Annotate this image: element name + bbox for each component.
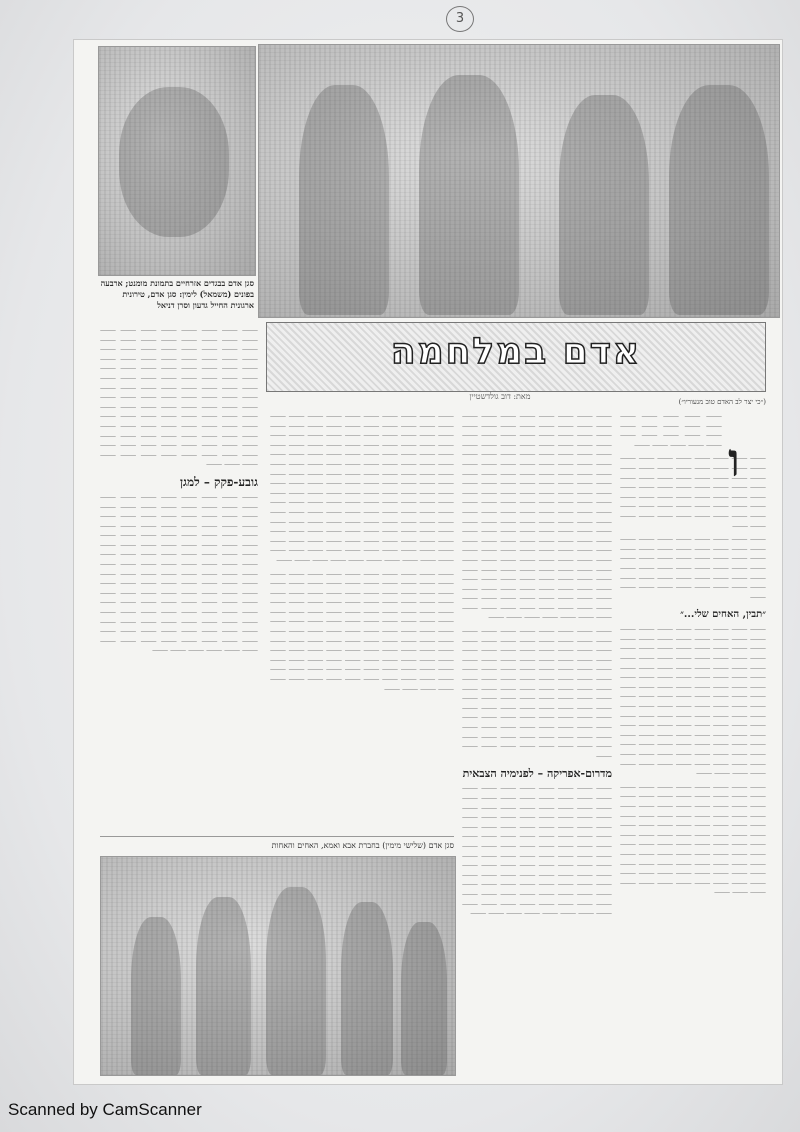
family-photo [100, 856, 456, 1076]
scanner-watermark: Scanned by CamScanner [8, 1100, 202, 1119]
portrait-caption: סגן אדם בבגדים אזרחיים בתמונת מומנט; ארבעה בפונים (משמאל) לימין: סגן אדם, טירונית ארגונית החייל גדעון וסרן דניאל [100, 278, 254, 310]
subhead-3: מדרום-אפריקה – לפנימיה הצבאית [462, 767, 612, 781]
text-column-1: ⸻ ⸻ ⸻ ⸻ ⸻ ⸻ ⸻ ⸻ ⸻ ⸻ ⸻ ⸻ ⸻ ⸻ ⸻ ⸻ ⸻ ⸻ ⸻ ⸻ ⸻ ⸻ ⸻ ⸻ ⸻ ⸻ ⸻ ⸻ ⸻ ⸻ ⸻ ⸻ ⸻ ⸻ ⸻ ⸻ ⸻ ⸻ ⸻ ⸻ ⸻ ⸻ ⸻ ⸻ ⸻ ⸻ ⸻ ⸻ ⸻ ⸻ ⸻ ⸻ ⸻ ⸻ ⸻ ⸻ ⸻ ⸻ ⸻ ⸻ ⸻ ⸻ ⸻ ⸻ ⸻ ⸻ ⸻ ⸻ ⸻ ⸻ ⸻ ⸻ ⸻ ⸻ ⸻ ⸻ ⸻ ⸻ ⸻ ⸻ ⸻ ⸻ ⸻ ⸻ ⸻ ⸻ ⸻ ⸻ ⸻ ⸻ ⸻ ⸻ ⸻ ⸻ ⸻ ⸻ ⸻ ⸻ ⸻ ⸻ ⸻ ⸻ ⸻ ⸻ ⸻ ⸻ ⸻ ⸻ ⸻ ⸻ ⸻ ⸻ ⸻ ⸻ ⸻ ⸻ ⸻ ⸻ ⸻ ⸻ ⸻ ⸻ ⸻ ⸻ ⸻ ⸻ ⸻ ״תבין, האחים שלי...״ ⸻ ⸻ ⸻ ⸻ ⸻ ⸻ ⸻ ⸻ ⸻ ⸻ ⸻ ⸻ ⸻ ⸻ ⸻ ⸻ ⸻ ⸻ ⸻ ⸻ ⸻ ⸻ ⸻ ⸻ ⸻ ⸻ ⸻ ⸻ ⸻ ⸻ ⸻ ⸻ ⸻ ⸻ ⸻ ⸻ ⸻ ⸻ ⸻ ⸻ ⸻ ⸻ ⸻ ⸻ ⸻ ⸻ ⸻ ⸻ ⸻ ⸻ ⸻ ⸻ ⸻ ⸻ ⸻ ⸻ ⸻ ⸻ ⸻ ⸻ ⸻ ⸻ ⸻ ⸻ ⸻ ⸻ ⸻ ⸻ ⸻ ⸻ ⸻ ⸻ ⸻ ⸻ ⸻ ⸻ ⸻ ⸻ ⸻ ⸻ ⸻ ⸻ ⸻ ⸻ ⸻ ⸻ ⸻ ⸻ ⸻ ⸻ ⸻ ⸻ ⸻ ⸻ ⸻ ⸻ ⸻ ⸻ ⸻ ⸻ ⸻ ⸻ ⸻ ⸻ ⸻ ⸻ ⸻ ⸻ ⸻ ⸻ ⸻ ⸻ ⸻ ⸻ ⸻ ⸻ ⸻ ⸻ ⸻ ⸻ ⸻ ⸻ ⸻ ⸻ ⸻ ⸻ ⸻ ⸻ ⸻ ⸻ ⸻ ⸻ ⸻ ⸻ ⸻ ⸻ ⸻ ⸻ ⸻ ⸻ ⸻ ⸻ ⸻ ⸻ ⸻ ⸻ ⸻ ⸻ ⸻ ⸻ ⸻ ⸻ ⸻ ⸻ ⸻ ⸻ ⸻ ⸻ ⸻ ⸻ ⸻ ⸻ ⸻ ⸻ ⸻ ⸻ ⸻ ⸻ ⸻ ⸻ ⸻ ⸻ ⸻ ⸻ ⸻ ⸻ ⸻ ⸻ ⸻ ⸻ ⸻ ⸻ ⸻ ⸻ ⸻ ⸻ ⸻ ⸻ ⸻ ⸻ ⸻ ⸻ ⸻ ⸻ ⸻ ⸻ ⸻ ⸻ ⸻ ⸻ ⸻ ⸻ ⸻ ⸻ ⸻ ⸻ ⸻ ⸻ ⸻ ⸻ ⸻ ⸻ ⸻ ⸻ ⸻ [620, 412, 766, 897]
text-column-4: ⸻ ⸻ ⸻ ⸻ ⸻ ⸻ ⸻ ⸻ ⸻ ⸻ ⸻ ⸻ ⸻ ⸻ ⸻ ⸻ ⸻ ⸻ ⸻ ⸻ ⸻ ⸻ ⸻ ⸻ ⸻ ⸻ ⸻ ⸻ ⸻ ⸻ ⸻ ⸻ ⸻ ⸻ ⸻ ⸻ ⸻ ⸻ ⸻ ⸻ ⸻ ⸻ ⸻ ⸻ ⸻ ⸻ ⸻ ⸻ ⸻ ⸻ ⸻ ⸻ ⸻ ⸻ ⸻ ⸻ ⸻ ⸻ ⸻ ⸻ ⸻ ⸻ ⸻ ⸻ ⸻ ⸻ ⸻ ⸻ ⸻ ⸻ ⸻ ⸻ ⸻ ⸻ ⸻ ⸻ ⸻ ⸻ ⸻ ⸻ ⸻ ⸻ ⸻ ⸻ ⸻ ⸻ ⸻ ⸻ ⸻ ⸻ ⸻ ⸻ ⸻ ⸻ ⸻ ⸻ ⸻ ⸻ ⸻ ⸻ ⸻ ⸻ ⸻ ⸻ ⸻ ⸻ ⸻ ⸻ ⸻ ⸻ ⸻ ⸻ ⸻ ⸻ ⸻ גובע-פקק – למגן ⸻ ⸻ ⸻ ⸻ ⸻ ⸻ ⸻ ⸻ ⸻ ⸻ ⸻ ⸻ ⸻ ⸻ ⸻ ⸻ ⸻ ⸻ ⸻ ⸻ ⸻ ⸻ ⸻ ⸻ ⸻ ⸻ ⸻ ⸻ ⸻ ⸻ ⸻ ⸻ ⸻ ⸻ ⸻ ⸻ ⸻ ⸻ ⸻ ⸻ ⸻ ⸻ ⸻ ⸻ ⸻ ⸻ ⸻ ⸻ ⸻ ⸻ ⸻ ⸻ ⸻ ⸻ ⸻ ⸻ ⸻ ⸻ ⸻ ⸻ ⸻ ⸻ ⸻ ⸻ ⸻ ⸻ ⸻ ⸻ ⸻ ⸻ ⸻ ⸻ ⸻ ⸻ ⸻ ⸻ ⸻ ⸻ ⸻ ⸻ ⸻ ⸻ ⸻ ⸻ ⸻ ⸻ ⸻ ⸻ ⸻ ⸻ ⸻ ⸻ ⸻ ⸻ ⸻ ⸻ ⸻ ⸻ ⸻ ⸻ ⸻ ⸻ ⸻ ⸻ ⸻ ⸻ ⸻ ⸻ ⸻ ⸻ ⸻ ⸻ ⸻ ⸻ ⸻ ⸻ ⸻ ⸻ ⸻ ⸻ ⸻ ⸻ ⸻ ⸻ ⸻ ⸻ ⸻ ⸻ ⸻ ⸻ ⸻ ⸻ ⸻ ⸻ [100, 326, 258, 655]
kicker: (״כי יצר לב האדם טוב מנעוריו״) [678, 398, 766, 406]
article-title: אדם במלחמה [390, 331, 642, 372]
subhead-1: ״תבין, האחים שלי...״ [680, 609, 766, 621]
text-column-2: ⸻ ⸻ ⸻ ⸻ ⸻ ⸻ ⸻ ⸻ ⸻ ⸻ ⸻ ⸻ ⸻ ⸻ ⸻ ⸻ ⸻ ⸻ ⸻ ⸻ ⸻ ⸻ ⸻ ⸻ ⸻ ⸻ ⸻ ⸻ ⸻ ⸻ ⸻ ⸻ ⸻ ⸻ ⸻ ⸻ ⸻ ⸻ ⸻ ⸻ ⸻ ⸻ ⸻ ⸻ ⸻ ⸻ ⸻ ⸻ ⸻ ⸻ ⸻ ⸻ ⸻ ⸻ ⸻ ⸻ ⸻ ⸻ ⸻ ⸻ ⸻ ⸻ ⸻ ⸻ ⸻ ⸻ ⸻ ⸻ ⸻ ⸻ ⸻ ⸻ ⸻ ⸻ ⸻ ⸻ ⸻ ⸻ ⸻ ⸻ ⸻ ⸻ ⸻ ⸻ ⸻ ⸻ ⸻ ⸻ ⸻ ⸻ ⸻ ⸻ ⸻ ⸻ ⸻ ⸻ ⸻ ⸻ ⸻ ⸻ ⸻ ⸻ ⸻ ⸻ ⸻ ⸻ ⸻ ⸻ ⸻ ⸻ ⸻ ⸻ ⸻ ⸻ ⸻ ⸻ ⸻ ⸻ ⸻ ⸻ ⸻ ⸻ ⸻ ⸻ ⸻ ⸻ ⸻ ⸻ ⸻ ⸻ ⸻ ⸻ ⸻ ⸻ ⸻ ⸻ ⸻ ⸻ ⸻ ⸻ ⸻ ⸻ ⸻ ⸻ ⸻ ⸻ ⸻ ⸻ ⸻ ⸻ ⸻ ⸻ ⸻ ⸻ ⸻ ⸻ ⸻ ⸻ ⸻ ⸻ ⸻ ⸻ ⸻ ⸻ ⸻ ⸻ ⸻ ⸻ ⸻ ⸻ ⸻ ⸻ ⸻ ⸻ ⸻ ⸻ ⸻ ⸻ ⸻ ⸻ ⸻ ⸻ ⸻ ⸻ ⸻ ⸻ ⸻ ⸻ ⸻ ⸻ ⸻ ⸻ ⸻ ⸻ ⸻ ⸻ ⸻ ⸻ ⸻ ⸻ ⸻ ⸻ ⸻ ⸻ ⸻ ⸻ ⸻ ⸻ ⸻ ⸻ ⸻ ⸻ ⸻ ⸻ ⸻ ⸻ ⸻ ⸻ ⸻ ⸻ ⸻ ⸻ ⸻ ⸻ ⸻ ⸻ ⸻ ⸻ ⸻ ⸻ ⸻ ⸻ ⸻ ⸻ ⸻ ⸻ ⸻ ⸻ ⸻ ⸻ ⸻ ⸻ ⸻ ⸻ ⸻ ⸻ ⸻ ⸻ ⸻ ⸻ ⸻ ⸻ ⸻ ⸻ ⸻ ⸻ ⸻ ⸻ ⸻ ⸻ ⸻ ⸻ ⸻ ⸻ ⸻ ⸻ ⸻ ⸻ ⸻ ⸻ ⸻ ⸻ ⸻ ⸻ ⸻ ⸻ ⸻ ⸻ ⸻ ⸻ מדרום-אפריקה – לפנימיה הצבאית ⸻ ⸻ ⸻ ⸻ ⸻ ⸻ ⸻ ⸻ ⸻ ⸻ ⸻ ⸻ ⸻ ⸻ ⸻ ⸻ ⸻ ⸻ ⸻ ⸻ ⸻ ⸻ ⸻ ⸻ ⸻ ⸻ ⸻ ⸻ ⸻ ⸻ ⸻ ⸻ ⸻ ⸻ ⸻ ⸻ ⸻ ⸻ ⸻ ⸻ ⸻ ⸻ ⸻ ⸻ ⸻ ⸻ ⸻ ⸻ ⸻ ⸻ ⸻ ⸻ ⸻ ⸻ ⸻ ⸻ ⸻ ⸻ ⸻ ⸻ ⸻ ⸻ ⸻ ⸻ ⸻ ⸻ ⸻ ⸻ ⸻ ⸻ ⸻ ⸻ ⸻ ⸻ ⸻ ⸻ ⸻ ⸻ ⸻ ⸻ ⸻ ⸻ ⸻ ⸻ ⸻ ⸻ ⸻ ⸻ ⸻ ⸻ ⸻ ⸻ ⸻ ⸻ ⸻ ⸻ ⸻ ⸻ ⸻ ⸻ ⸻ ⸻ ⸻ ⸻ ⸻ ⸻ ⸻ ⸻ ⸻ ⸻ ⸻ ⸻ [462, 412, 612, 918]
soldiers-photo [258, 44, 780, 318]
subhead-2: גובע-פקק – למגן [179, 474, 258, 489]
drop-letter: ו [728, 433, 740, 487]
headline-banner [266, 322, 766, 392]
page-number: 3 [446, 6, 474, 32]
portrait-photo [98, 46, 256, 276]
text-column-3: ⸻ ⸻ ⸻ ⸻ ⸻ ⸻ ⸻ ⸻ ⸻ ⸻ ⸻ ⸻ ⸻ ⸻ ⸻ ⸻ ⸻ ⸻ ⸻ ⸻ ⸻ ⸻ ⸻ ⸻ ⸻ ⸻ ⸻ ⸻ ⸻ ⸻ ⸻ ⸻ ⸻ ⸻ ⸻ ⸻ ⸻ ⸻ ⸻ ⸻ ⸻ ⸻ ⸻ ⸻ ⸻ ⸻ ⸻ ⸻ ⸻ ⸻ ⸻ ⸻ ⸻ ⸻ ⸻ ⸻ ⸻ ⸻ ⸻ ⸻ ⸻ ⸻ ⸻ ⸻ ⸻ ⸻ ⸻ ⸻ ⸻ ⸻ ⸻ ⸻ ⸻ ⸻ ⸻ ⸻ ⸻ ⸻ ⸻ ⸻ ⸻ ⸻ ⸻ ⸻ ⸻ ⸻ ⸻ ⸻ ⸻ ⸻ ⸻ ⸻ ⸻ ⸻ ⸻ ⸻ ⸻ ⸻ ⸻ ⸻ ⸻ ⸻ ⸻ ⸻ ⸻ ⸻ ⸻ ⸻ ⸻ ⸻ ⸻ ⸻ ⸻ ⸻ ⸻ ⸻ ⸻ ⸻ ⸻ ⸻ ⸻ ⸻ ⸻ ⸻ ⸻ ⸻ ⸻ ⸻ ⸻ ⸻ ⸻ ⸻ ⸻ ⸻ ⸻ ⸻ ⸻ ⸻ ⸻ ⸻ ⸻ ⸻ ⸻ ⸻ ⸻ ⸻ ⸻ ⸻ ⸻ ⸻ ⸻ ⸻ ⸻ ⸻ ⸻ ⸻ ⸻ ⸻ ⸻ ⸻ ⸻ ⸻ ⸻ ⸻ ⸻ ⸻ ⸻ ⸻ ⸻ ⸻ ⸻ ⸻ ⸻ ⸻ ⸻ ⸻ ⸻ ⸻ ⸻ ⸻ ⸻ ⸻ ⸻ ⸻ ⸻ ⸻ ⸻ ⸻ ⸻ ⸻ ⸻ ⸻ ⸻ ⸻ ⸻ ⸻ ⸻ ⸻ ⸻ ⸻ ⸻ ⸻ ⸻ ⸻ ⸻ ⸻ ⸻ ⸻ ⸻ ⸻ ⸻ ⸻ ⸻ ⸻ ⸻ ⸻ ⸻ ⸻ ⸻ ⸻ ⸻ ⸻ ⸻ ⸻ ⸻ ⸻ ⸻ ⸻ ⸻ ⸻ ⸻ ⸻ ⸻ ⸻ ⸻ ⸻ ⸻ ⸻ ⸻ ⸻ ⸻ ⸻ ⸻ ⸻ ⸻ ⸻ ⸻ ⸻ ⸻ ⸻ ⸻ ⸻ ⸻ ⸻ ⸻ ⸻ ⸻ ⸻ ⸻ ⸻ ⸻ ⸻ ⸻ ⸻ ⸻ ⸻ ⸻ ⸻ ⸻ ⸻ ⸻ ⸻ ⸻ ⸻ ⸻ ⸻ ⸻ ⸻ ⸻ ⸻ ⸻ ⸻ ⸻ ⸻ [270, 412, 454, 693]
byline: מאת: דוב גולדשטיין [469, 392, 531, 401]
family-photo-caption: סגן אדם (שלישי מימין) בחברת אבא ואמא, האחים והאחות [271, 841, 454, 850]
